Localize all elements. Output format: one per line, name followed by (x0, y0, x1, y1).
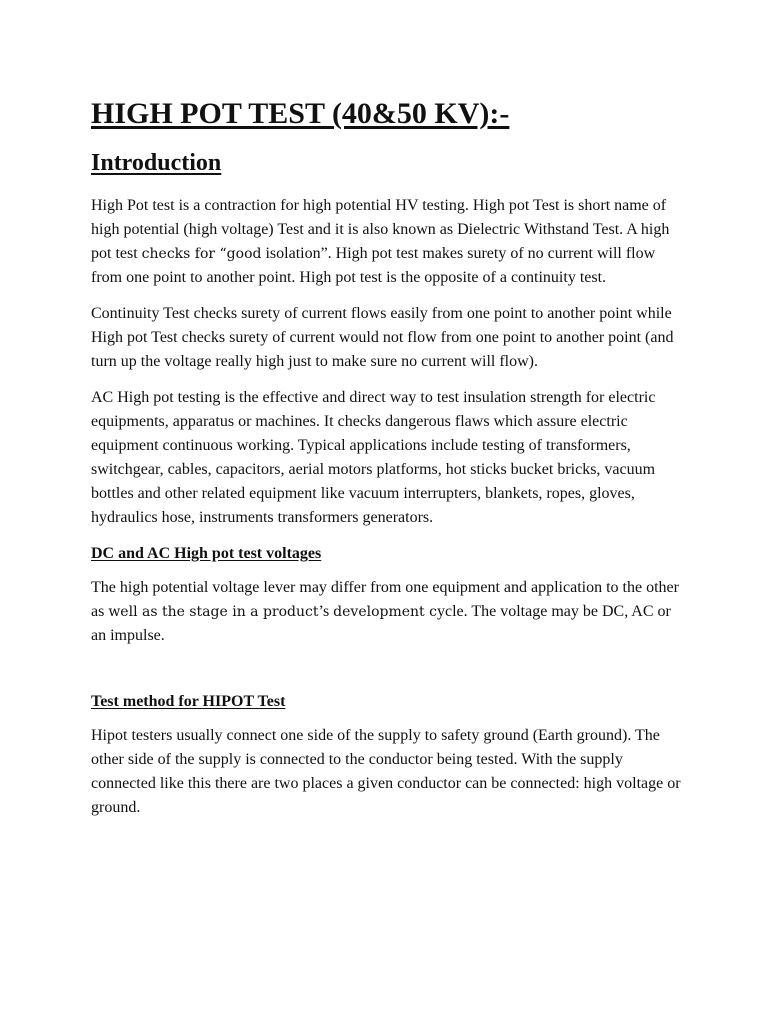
intro-paragraph-3: AC High pot testing is the effective and direct way to test insulation strength for electric equipments, apparatus or machines. It checks dangerous flaws which assure electric equipment continuous working. Typical applications include testing of transformers, switchgear, cables, capacitors, aerial motors platforms, hot sticks bucket bricks, vacuum bottles and other related equipment like vacuum interrupters, blankets, ropes, gloves, hydraulics hose, instruments transformers generators. (91, 389, 656, 526)
voltages-paragraph-part-e: ycle. The voltage may be DC, AC or an impulse. (91, 603, 671, 644)
section-spacer (91, 660, 683, 690)
intro-paragraph-1-part-b: checks for “good (141, 246, 262, 262)
document-title: HIGH POT TEST (40&50 KV):- (91, 97, 510, 130)
intro-paragraph-1-part-c: isolation”. High pot test makes surety of no current will flow from one point to another point. High pot test is the opposite of a continuity test. (91, 245, 656, 286)
section-heading-voltages: DC and AC High pot test voltages (91, 545, 322, 562)
voltages-paragraph (91, 576, 683, 648)
intro-paragraph-1-part-a: High Pot test is a contraction for high potential HV testing. High pot Test is short name of high potential (high voltage) Test and it is also known as Dielectric Withstand Test. A high pot test (91, 197, 670, 262)
voltages-paragraph-part-a: The high potential voltage lever may differ from one equipment and application to the other as (91, 579, 679, 620)
voltages-paragraph-part-d: development c (333, 604, 437, 620)
intro-paragraph-1 (91, 194, 683, 290)
introduction-heading: Introduction (91, 150, 222, 176)
test-method-paragraph: Hipot testers usually connect one side of the supply to safety ground (Earth ground). The other side of the supply is connected to the conductor being tested. With the supply connected like this there are two places a given conductor can be connected: high voltage or ground. (91, 727, 681, 816)
voltages-paragraph-part-b: well as the stage in a product (108, 604, 319, 620)
document-page (91, 94, 683, 832)
voltages-paragraph-part-c: ’s (318, 603, 334, 620)
intro-paragraph-2: Continuity Test checks surety of current flows easily from one point to another point while High pot Test checks surety of current would not flow from one point to another point (and turn up the voltage really high just to make sure no current will flow). (91, 305, 674, 370)
section-heading-test-method: Test method for HIPOT Test (91, 693, 286, 710)
